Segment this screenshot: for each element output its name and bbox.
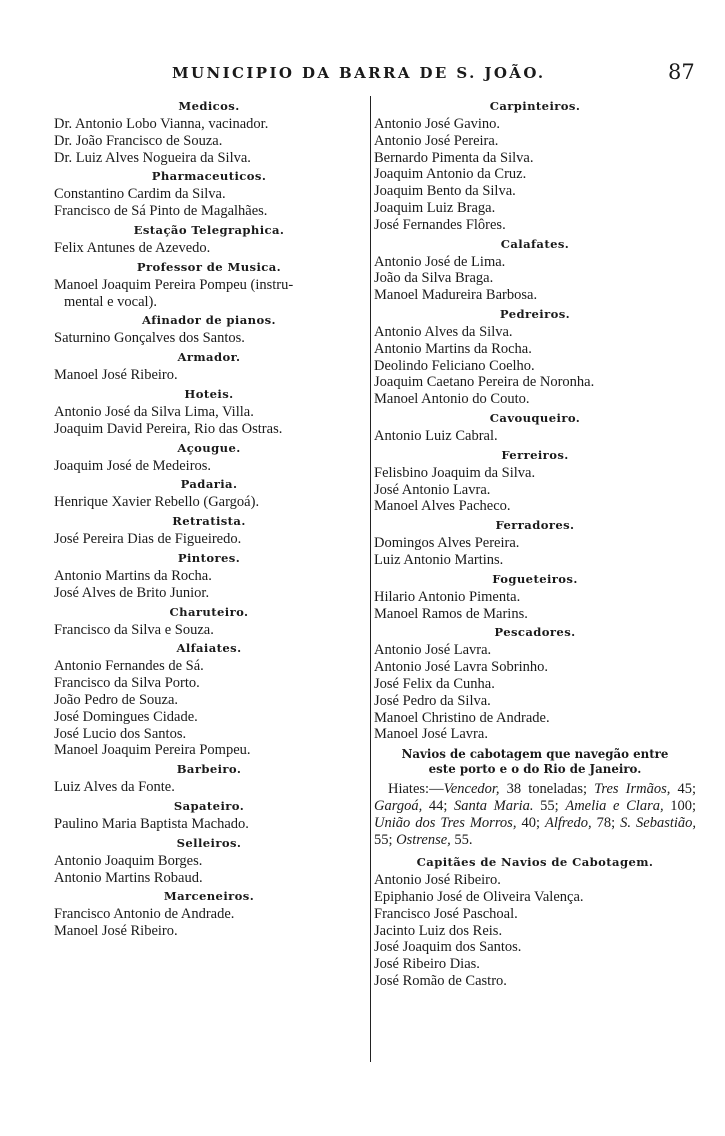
list-item: Manoel José Ribeiro. (54, 923, 178, 940)
section-heading-medicos: Medicos. (178, 99, 240, 113)
running-header-title: MUNICIPIO DA BARRA DE S. JOÃO. (172, 64, 546, 82)
list-item: José Lucio dos Santos. (54, 725, 187, 742)
list-item: Joaquim Luiz Braga. (374, 199, 496, 216)
section-heading-cavouqueiro: Cavouqueiro. (489, 410, 581, 425)
ship-name: Vencedor, (443, 781, 500, 798)
list-item: Dr. João Francisco de Souza. (54, 132, 223, 149)
section-heading-pharmaceuticos: Pharmaceuticos. (151, 169, 267, 184)
list-item: José Joaquim dos Santos. (374, 939, 522, 956)
section-heading-alfaiates: Alfaiates. (176, 641, 242, 656)
list-item: Domingos Alves Pereira. (374, 535, 520, 552)
list-item: Antonio José Pereira. (374, 132, 499, 149)
ship-tonnage: 100; (663, 797, 697, 814)
navios-heading-line1: Navios de cabotagem que navegão entre (401, 747, 669, 762)
list-item: Jacinto Luiz dos Reis. (374, 922, 503, 939)
section-heading-ferreiros: Ferreiros. (501, 447, 569, 462)
list-item: Joaquim Antonio da Cruz. (374, 166, 527, 183)
list-item: Francisco Antonio de Andrade. (54, 906, 235, 923)
ship-tonnage: 78; (591, 814, 621, 831)
section-heading-afinador: Afinador de pianos. (142, 313, 276, 328)
list-item: Luiz Alves da Fonte. (54, 779, 175, 796)
list-item: Manoel Joaquim Pereira Pompeu (instru- (54, 276, 294, 293)
navios-heading-line2: este porto e o do Rio de Janeiro. (428, 762, 642, 777)
section-heading-sapateiro: Sapateiro. (173, 798, 245, 813)
list-item: Antonio José Ribeiro. (374, 872, 501, 889)
list-item: Antonio Luiz Cabral. (374, 427, 498, 444)
ship-tonnage: 45; (670, 781, 696, 798)
right-column (374, 96, 696, 990)
section-heading-hoteis: Hoteis. (184, 386, 234, 401)
list-item: Antonio José de Lima. (374, 253, 506, 270)
ship-tonnage: 40; (516, 814, 545, 831)
list-item: Manoel Christino de Andrade. (374, 709, 550, 726)
section-heading-fogueteiros: Fogueteiros. (492, 571, 578, 586)
ship-name: Ostrense, (396, 831, 451, 848)
list-item: Constantino Cardim da Silva. (54, 186, 226, 203)
list-item: Paulino Maria Baptista Machado. (54, 815, 249, 832)
list-item: Joaquim Caetano Pereira de Noronha. (374, 374, 595, 391)
list-item: José Alves de Brito Junior. (54, 584, 210, 601)
ship-name: Santa Maria. (454, 797, 534, 814)
section-heading-acougue: Açougue. (177, 440, 241, 455)
section-heading-estacao: Estação Telegraphica. (133, 222, 285, 237)
list-item: Francisco da Silva e Souza. (54, 621, 214, 638)
list-item: Antonio José Gavino. (374, 116, 501, 132)
list-item: Manoel José Lavra. (374, 726, 488, 743)
section-heading-armador: Armador. (177, 350, 241, 365)
section-heading-charuteiro: Charuteiro. (169, 604, 249, 619)
list-item: José Fernandes Flôres. (374, 216, 506, 233)
ship-name: Amelia e Clara, (565, 797, 664, 814)
section-heading-calafates: Calafates. (500, 236, 570, 251)
list-item: Manoel Antonio do Couto. (374, 391, 530, 408)
ship-tonnage: 38 toneladas; (499, 781, 595, 798)
section-heading-barbeiro: Barbeiro. (176, 762, 242, 777)
section-heading-professor: Professor de Musica. (136, 259, 282, 274)
list-item: Felisbino Joaquim da Silva. (374, 464, 536, 481)
section-heading-marceneiros: Marceneiros. (163, 889, 255, 904)
list-item: Joaquim José de Medeiros. (54, 457, 212, 474)
section-heading-navios (374, 747, 696, 777)
list-item: Francisco José Paschoal. (374, 905, 518, 922)
ship-name: Alfredo, (545, 814, 592, 831)
ship-name: Gargoá, (374, 797, 423, 814)
list-item: Manoel José Ribeiro. (54, 367, 178, 384)
list-item: Manoel Alves Pacheco. (374, 498, 511, 515)
list-item: Antonio José da Silva Lima, Villa. (54, 403, 254, 420)
list-item: Deolindo Feliciano Coelho. (374, 357, 535, 374)
list-item: Antonio José Lavra Sobrinho. (374, 659, 548, 676)
list-item: Antonio Martins da Rocha. (54, 567, 212, 584)
section-heading-capitaes: Capitães de Navios de Cabotagem. (416, 855, 654, 870)
list-item: Manoel Ramos de Marins. (374, 605, 528, 622)
list-item: Manoel Madureira Barbosa. (374, 287, 538, 304)
list-item: José Antonio Lavra. (374, 481, 491, 498)
list-item: João da Silva Braga. (374, 270, 494, 287)
ship-name: União dos Tres Morros, (374, 814, 517, 831)
list-item: Luiz Antonio Martins. (374, 551, 504, 568)
list-item: Antonio Fernandes de Sá. (54, 658, 204, 675)
list-item-continuation: mental e vocal). (64, 293, 157, 310)
list-item: José Pedro da Silva. (374, 692, 491, 709)
ship-tonnage: 55; (374, 831, 397, 848)
list-item: Dr. Antonio Lobo Vianna, vacinador. (54, 116, 269, 132)
ship-name: S. Sebastião, (620, 814, 697, 831)
section-heading-carpinteiros: Carpinteiros. (489, 99, 581, 113)
list-item: Antonio José Lavra. (374, 642, 492, 659)
section-heading-selleiros: Selleiros. (176, 835, 242, 850)
list-item: Bernardo Pimenta da Silva. (374, 149, 534, 166)
list-item: Hilario Antonio Pimenta. (374, 588, 521, 605)
ships-paragraph (374, 781, 696, 848)
section-heading-pintores: Pintores. (177, 550, 241, 565)
section-heading-retratista: Retratista. (172, 514, 246, 529)
list-item: Francisco de Sá Pinto de Magalhães. (54, 203, 268, 220)
column-divider (370, 96, 371, 1062)
list-item: Joaquim David Pereira, Rio das Ostras. (54, 420, 283, 437)
ships-intro: Hiates:— (388, 781, 444, 798)
ship-tonnage: 44; (422, 797, 454, 814)
list-item: Antonio Joaquim Borges. (54, 852, 203, 869)
left-column (50, 96, 368, 940)
list-item: José Pereira Dias de Figueiredo. (54, 531, 242, 548)
list-item: Antonio Martins da Rocha. (374, 340, 532, 357)
list-item: Dr. Luiz Alves Nogueira da Silva. (54, 149, 251, 166)
ship-tonnage: 55; (533, 797, 566, 814)
ship-name: Tres Irmãos, (594, 781, 671, 798)
section-heading-pescadores: Pescadores. (494, 625, 576, 640)
list-item: José Romão de Castro. (374, 973, 507, 990)
list-item: Epiphanio José de Oliveira Valença. (374, 889, 584, 906)
list-item: Joaquim Bento da Silva. (374, 183, 516, 200)
list-item: João Pedro de Souza. (54, 691, 179, 708)
page-number: 87 (668, 60, 695, 84)
list-item: Saturnino Gonçalves dos Santos. (54, 330, 245, 347)
list-item: José Felix da Cunha. (374, 675, 495, 692)
list-item: Antonio Alves da Silva. (374, 323, 513, 340)
list-item: Francisco da Silva Porto. (54, 675, 200, 692)
section-heading-ferradores: Ferradores. (495, 518, 575, 533)
section-heading-pedreiros: Pedreiros. (499, 306, 571, 321)
section-heading-padaria: Padaria. (180, 477, 238, 492)
list-item: Felix Antunes de Azevedo. (54, 239, 211, 256)
list-item: Antonio Martins Robaud. (54, 869, 203, 886)
list-item: José Ribeiro Dias. (374, 956, 480, 973)
list-item: Henrique Xavier Rebello (Gargoá). (54, 494, 260, 511)
ship-tonnage: 55. (450, 831, 473, 848)
list-item: José Domingues Cidade. (54, 708, 198, 725)
list-item: Manoel Joaquim Pereira Pompeu. (54, 742, 251, 759)
